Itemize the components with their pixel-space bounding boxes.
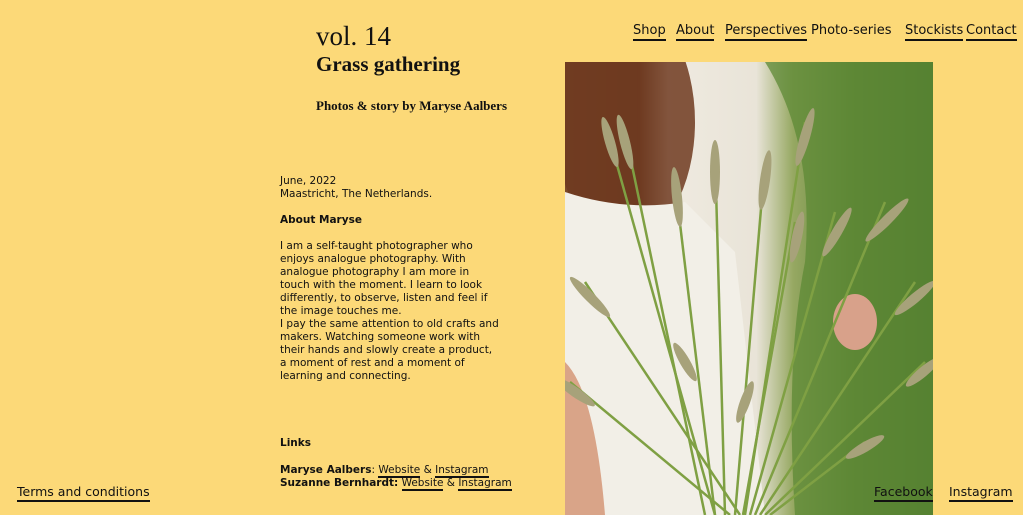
nav-stockists-link[interactable]: Stockists bbox=[905, 23, 963, 41]
article-meta bbox=[280, 175, 500, 383]
grass-gathering-photo bbox=[565, 62, 933, 515]
credit-instagram-link[interactable]: Instagram bbox=[458, 477, 512, 489]
about-heading: About Maryse bbox=[280, 214, 362, 226]
credit-separator: & bbox=[446, 477, 455, 489]
nav-photo-series-link[interactable]: Photo-series bbox=[811, 23, 892, 38]
credit-name: Suzanne Bernhardt: bbox=[280, 477, 399, 489]
credit-website-link[interactable]: Website bbox=[378, 464, 421, 476]
credit-line: Maryse Aalbers: Website & Instagram bbox=[280, 464, 489, 476]
nav-perspectives-link[interactable]: Perspectives bbox=[725, 23, 807, 41]
article-date: June, 2022 bbox=[280, 175, 337, 187]
about-paragraph-2: I pay the same attention to old crafts and makers. Watching someone work with their hands and slowly create a product, a moment of rest and a moment of learning and connecting. bbox=[280, 318, 499, 382]
credit-instagram-link[interactable]: Instagram bbox=[435, 464, 489, 476]
article-location: Maastricht, The Netherlands. bbox=[280, 188, 433, 200]
terms-and-conditions-link[interactable]: Terms and conditions bbox=[17, 484, 150, 502]
credit-separator: & bbox=[423, 464, 432, 476]
nav-shop-link[interactable]: Shop bbox=[633, 23, 666, 41]
nav-contact-link[interactable]: Contact bbox=[966, 23, 1017, 41]
facebook-link[interactable]: Facebook bbox=[874, 484, 933, 502]
credit-name: Maryse Aalbers bbox=[280, 464, 372, 476]
about-paragraph-1: I am a self-taught photographer who enjoys analogue photography. With analogue photography I am more in touch with the moment. I learn to look differently, to observe, listen and feel if the image touches me. bbox=[280, 240, 488, 317]
instagram-link[interactable]: Instagram bbox=[949, 484, 1013, 502]
byline: Photos & story by Maryse Aalbers bbox=[316, 98, 508, 113]
credit-line bbox=[280, 477, 540, 490]
article-title: Grass gathering bbox=[316, 52, 461, 76]
volume-number: vol. 14 bbox=[316, 21, 392, 51]
links-section bbox=[280, 437, 540, 490]
nav-about-link[interactable]: About bbox=[676, 23, 714, 41]
links-heading: Links bbox=[280, 437, 311, 449]
credit-website-link[interactable]: Website bbox=[401, 477, 444, 489]
article-photo bbox=[565, 62, 933, 515]
